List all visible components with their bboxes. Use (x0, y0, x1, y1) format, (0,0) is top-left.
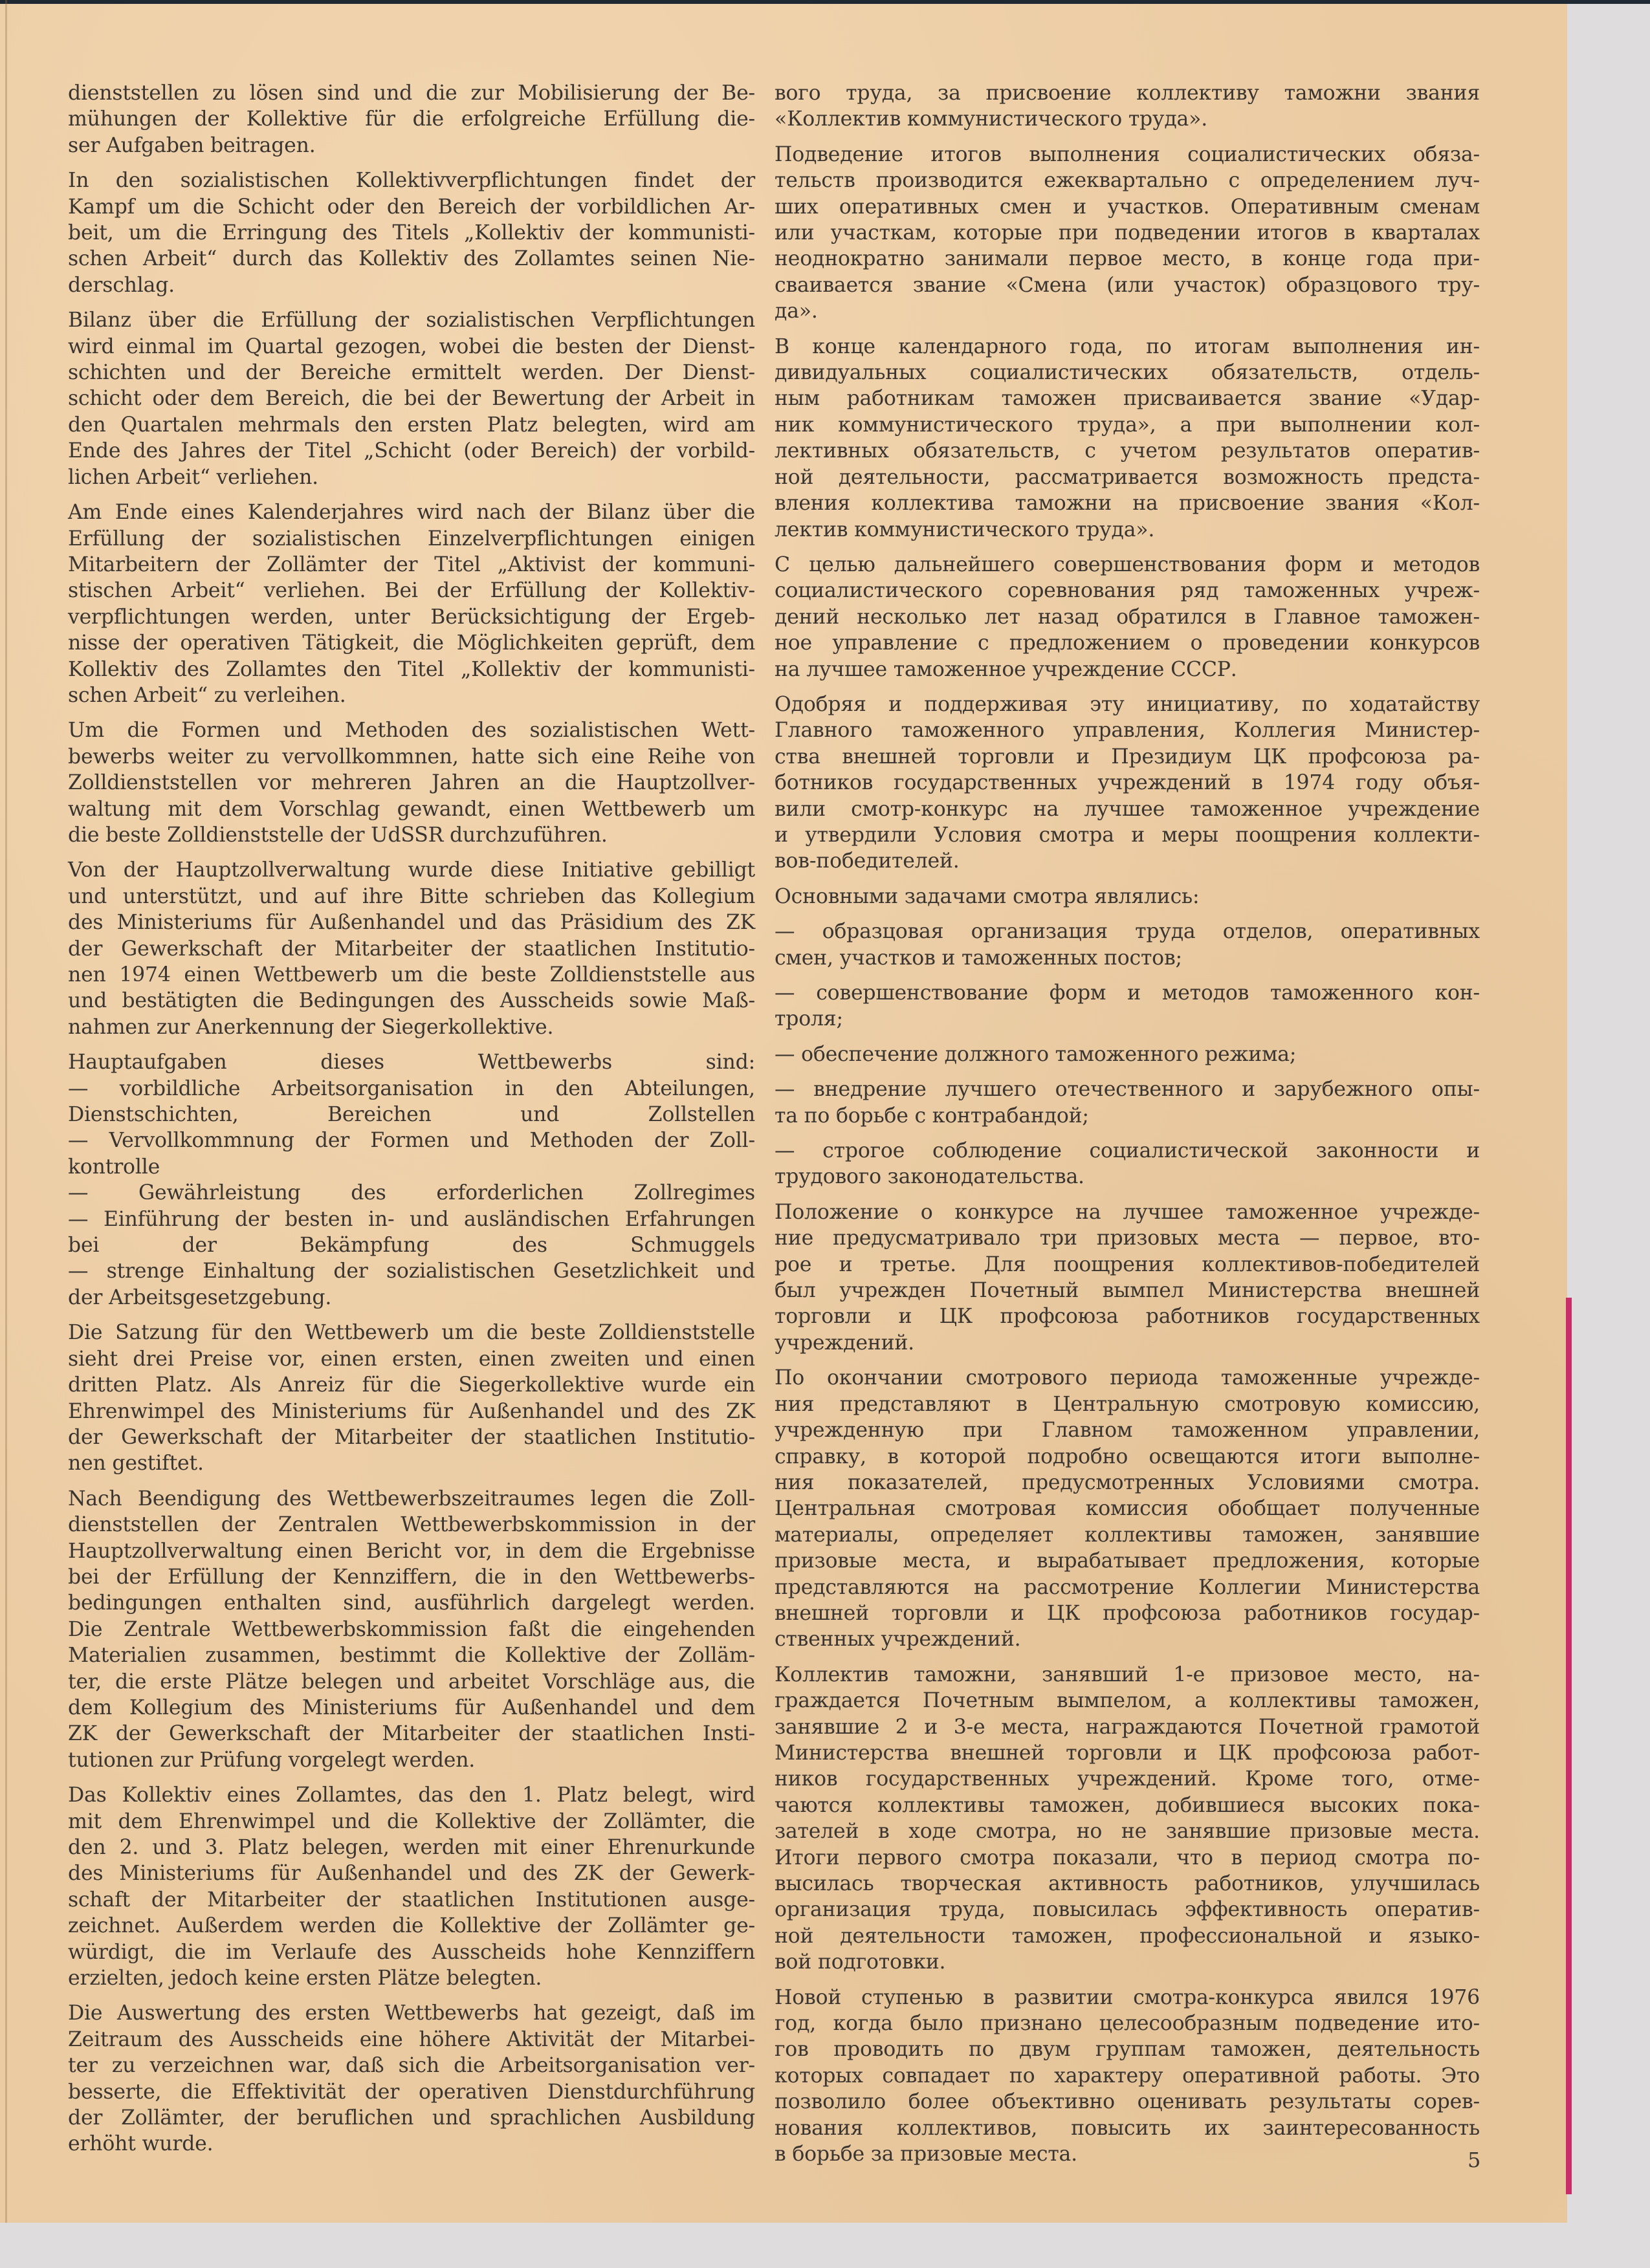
text-line: вления коллектива таможни на присвоение звания «Кол- (775, 492, 1480, 516)
text-line: Am Ende eines Kalenderjahres wird nach der Bilanz über die (68, 501, 755, 525)
text-line: ter, die erste Plätze belegen und arbeitet Vorschläge aus, die (68, 1670, 755, 1694)
text-line: nahmen zur Anerkennung der Siegerkollektive. (68, 1015, 554, 1039)
paragraph (68, 168, 755, 298)
paragraph (68, 2000, 755, 2157)
paragraph (775, 1985, 1480, 2168)
text-line: зателей в ходе смотра, но не занявшие призовые места. (775, 1820, 1480, 1844)
text-line: Von der Hauptzollverwaltung wurde diese Initiative gebilligt (68, 858, 755, 882)
text-line: справку, в которой подробно освещаются итоги выполне- (775, 1445, 1480, 1468)
page-number: 5 (1468, 2148, 1481, 2172)
text-line: tutionen zur Prüfung vorgelegt werden. (68, 1748, 476, 1772)
text-line: ства внешней торговли и Президиум ЦК профсоюза ра- (775, 745, 1480, 769)
text-line: нования коллективов, повысить их заинтересованность (775, 2116, 1480, 2140)
text-line: mit dem Ehrenwimpel und die Kollektive der Zollämter, die (68, 1809, 755, 1833)
text-line: dienststellen der Zentralen Wettbewerbskommission in der (68, 1513, 755, 1537)
text-line: высилась творческая активность работников, улучшилась (775, 1872, 1480, 1895)
text-line: В конце календарного года, по итогам выполнения ин- (775, 334, 1480, 358)
text-line: schen Arbeit“ zu verleihen. (68, 683, 346, 707)
text-line: dritten Platz. Als Anreiz für die Siegerkollektive wurde ein (68, 1373, 755, 1397)
text-line: Erfüllung der sozialistischen Einzelverpflichtungen einigen (68, 527, 755, 551)
text-line: представляются на рассмотрение Коллегии Министерства (775, 1575, 1480, 1599)
text-line: ник коммунистического труда», а при выполнении кол- (775, 413, 1480, 437)
text-line: — Einführung der besten in- und ausländischen Erfahrungen (68, 1207, 755, 1231)
text-line: учрежденную при Главном таможенном управлении, (775, 1419, 1480, 1443)
text-line: der Zollämter, der beruflichen und sprachlichen Ausbildung (68, 2106, 755, 2130)
text-line: beit, um die Erringung des Titels „Kollektiv der kommunisti- (68, 221, 755, 245)
text-line: der Arbeitsgesetzgebung. (68, 1285, 332, 1309)
text-line: учреждений. (775, 1331, 914, 1355)
text-line: waltung mit dem Vorschlag gewandt, einen Wettbewerb um (68, 797, 755, 821)
text-line: дивидуальных социалистических обязательств, отдель- (775, 361, 1480, 385)
text-line: ной деятельности, рассматривается возможность предста- (775, 465, 1480, 489)
text-line: bei der Bekämpfung des Schmuggels (68, 1234, 755, 1258)
text-line: verpflichtungen werden, unter Berücksichtigung der Ergeb- (68, 605, 755, 629)
text-line: чаются коллективы таможен, добившиеся высоких пока- (775, 1793, 1480, 1817)
text-line: ter zu verzeichnen war, daß sich die Arbeitsorganisation ver- (68, 2054, 755, 2078)
text-line: besserte, die Effektivität der operativen Dienstdurchführung (68, 2080, 755, 2104)
text-line: вили смотр-конкурс на лучшее таможенное учреждение (775, 797, 1480, 821)
paragraph (775, 1662, 1480, 1976)
text-line: которых совпадает по характеру оперативной работы. Это (775, 2064, 1480, 2088)
paragraph (68, 1486, 755, 1773)
paragraph (775, 80, 1480, 133)
text-line: на лучшее таможенное учреждение СССР. (775, 657, 1237, 681)
text-line: — строгое соблюдение социалистической законности и (775, 1139, 1480, 1163)
text-line: дений несколько лет назад обратился в Главное таможен- (775, 605, 1480, 629)
text-line: derschlag. (68, 273, 175, 297)
paragraph (775, 1041, 1480, 1067)
text-line: Одобряя и поддерживая эту инициативу, по ходатайству (775, 692, 1480, 716)
text-line: Hauptzollverwaltung einen Bericht vor, in dem die Ergebnisse (68, 1539, 755, 1563)
text-line: die beste Zolldienststelle der UdSSR durchzuführen. (68, 823, 608, 847)
text-line: Ehrenwimpel des Ministeriums für Außenhandel und des ZK (68, 1399, 755, 1423)
text-line: lichen Arbeit“ verliehen. (68, 465, 318, 489)
paragraph (775, 1138, 1480, 1190)
text-line: schichten und der Bereiche ermittelt werden. Der Dienst- (68, 361, 755, 385)
text-line: Итоги первого смотра показали, что в период смотра по- (775, 1846, 1480, 1870)
text-line: Dienstschichten, Bereichen und Zollstellen (68, 1103, 755, 1127)
text-line: ния показателей, предусмотренных Условиями смотра. (775, 1470, 1480, 1494)
text-line: In den sozialistischen Kollektivverpflichtungen findet der (68, 169, 755, 193)
paragraph (775, 1365, 1480, 1652)
text-line: — Gewährleistung des erforderlichen Zollregimes (68, 1181, 755, 1205)
text-line: ников государственных учреждений. Кроме того, отме- (775, 1767, 1480, 1791)
text-line: Новой ступенью в развитии смотра-конкурса явился 1976 (775, 1985, 1480, 2009)
text-line: der Gewerkschaft der Mitarbeiter der staatlichen Institutio- (68, 937, 755, 961)
text-line: Kollektiv des Zollamtes den Titel „Kollektiv der kommunisti- (68, 657, 755, 681)
text-line: позволило более объективно оценивать результаты сорев- (775, 2090, 1480, 2114)
text-line: «Коллектив коммунистического труда». (775, 107, 1208, 131)
paragraph (775, 980, 1480, 1032)
text-line: ным работникам таможен присваивается звание «Удар- (775, 387, 1480, 411)
text-line: der Gewerkschaft der Mitarbeiter der staatlichen Institutio- (68, 1425, 755, 1449)
text-line: троля; (775, 1007, 843, 1031)
text-line: sieht drei Preise vor, einen ersten, einen zweiten und einen (68, 1347, 755, 1371)
text-line: bewerbs weiter zu vervollkommnen, hatte sich eine Reihe von (68, 745, 755, 769)
text-line: mühungen der Kollektive für die erfolgreiche Erfüllung die- (68, 107, 755, 131)
text-line: и утвердили Условия смотра и меры поощрения коллекти- (775, 823, 1480, 847)
text-line: bei der Erfüllung der Kennziffern, die in den Wettbewerbs- (68, 1565, 755, 1589)
text-line: Zolldienststellen vor mehreren Jahren an die Hauptzollver- (68, 771, 755, 795)
text-line: schen Arbeit“ durch das Kollektiv des Zollamtes seinen Nie- (68, 247, 755, 271)
text-line: des Ministeriums für Außenhandel und des ZK der Gewerk- (68, 1862, 755, 1886)
text-line: nen 1974 einen Wettbewerb um die beste Zolldienststelle aus (68, 963, 755, 987)
text-line: Центральная смотровая комиссия обобщает полученные (775, 1497, 1480, 1521)
text-line: würdigt, die im Verlaufe des Ausscheids hohe Kennziffern (68, 1940, 755, 1964)
text-line: ния представляют в Центральную смотровую комиссию, (775, 1392, 1480, 1416)
text-line: schicht oder dem Bereich, die bei der Bewertung der Arbeit in (68, 387, 755, 411)
scanner-top-border (0, 0, 1650, 4)
text-line: ботников государственных учреждений в 1974 году объя- (775, 771, 1480, 795)
text-line: zeichnet. Außerdem werden die Kollektive der Zollämter ge- (68, 1914, 755, 1938)
text-line: des Ministeriums für Außenhandel und das Präsidium des ZK (68, 911, 755, 935)
text-line: stischen Arbeit“ verliehen. Bei der Erfüllung der Kollektiv- (68, 579, 755, 603)
text-line: Die Satzung für den Wettbewerb um die beste Zolldienststelle (68, 1321, 755, 1345)
paragraph (68, 717, 755, 848)
text-line: в борьбе за призовые места. (775, 2143, 1077, 2166)
german-text-column (68, 80, 755, 2166)
text-line: вов-победителей. (775, 849, 960, 873)
text-line: ной деятельности таможен, профессиональной и языко- (775, 1924, 1480, 1948)
text-line: социалистического соревнования ряд таможенных учреж- (775, 579, 1480, 603)
text-line: ние предусматривало три призовых места — первое, вто- (775, 1227, 1480, 1250)
text-line: Основными задачами смотра являлись: (775, 884, 1200, 908)
text-line: schaft der Mitarbeiter der staatlichen Institutionen ausge- (68, 1888, 755, 1912)
text-line: und unterstützt, und auf ihre Bitte schrieben das Kollegium (68, 884, 755, 908)
text-line: С целью дальнейшего совершенствования форм и методов (775, 552, 1480, 576)
text-line: Bilanz über die Erfüllung der sozialistischen Verpflichtungen (68, 309, 755, 333)
text-line: был учрежден Почетный вымпел Министерства внешней (775, 1279, 1480, 1303)
text-line: гов проводить по двум группам таможен, деятельность (775, 2038, 1480, 2062)
paragraph (775, 884, 1480, 910)
text-line: трудового законодательства. (775, 1165, 1084, 1189)
text-line: неоднократно занимали первое место, в конце года при- (775, 247, 1480, 271)
text-line: тельств производится ежеквартально с определением луч- (775, 169, 1480, 193)
text-line: Подведение итогов выполнения социалистических обяза- (775, 142, 1480, 166)
text-line: Ende des Jahres der Titel „Schicht (oder Bereich) der vorbild- (68, 439, 755, 463)
paragraph (68, 857, 755, 1040)
text-line: kontrolle (68, 1155, 160, 1179)
text-line: Kampf um die Schicht oder den Bereich der vorbildlichen Ar- (68, 195, 755, 219)
text-line: да». (775, 300, 818, 323)
text-line: ственных учреждений. (775, 1628, 1021, 1652)
text-line: Положение о конкурсе на лучшее таможенное учрежде- (775, 1200, 1480, 1224)
text-line: Министерства внешней торговли и ЦК профсоюза работ- (775, 1741, 1480, 1765)
text-line: Die Zentrale Wettbewerbskommission faßt die eingehenden (68, 1617, 755, 1641)
text-line: граждается Почетным вымпелом, а коллективы таможен, (775, 1689, 1480, 1713)
paragraph (68, 499, 755, 708)
paragraph (68, 1320, 755, 1476)
text-line: рое и третье. Для поощрения коллективов-победителей (775, 1252, 1480, 1276)
text-line: erzielten, jedoch keine ersten Plätze belegten. (68, 1967, 542, 1990)
text-line: ших оперативных смен и участков. Оперативным сменам (775, 195, 1480, 219)
text-line: По окончании смотрового периода таможенные учрежде- (775, 1366, 1480, 1390)
paragraph (775, 692, 1480, 875)
text-line: erhöht wurde. (68, 2132, 214, 2156)
text-line: Das Kollektiv eines Zollamtes, das den 1. Platz belegt, wird (68, 1783, 755, 1807)
text-line: Materialien zusammen, bestimmt die Kollektive der Zolläm- (68, 1644, 755, 1668)
text-line: — strenge Einhaltung der sozialistischen Gesetzlichkeit und (68, 1259, 755, 1283)
text-line: ZK der Gewerkschaft der Mitarbeiter der staatlichen Insti- (68, 1722, 755, 1746)
cover-edge-strip (1566, 1298, 1572, 2194)
text-line: Главного таможенного управления, Коллегия Министер- (775, 719, 1480, 743)
text-line: Die Auswertung des ersten Wettbewerbs hat gezeigt, daß im (68, 2001, 755, 2025)
text-line: den 2. und 3. Platz belegen, werden mit einer Ehrenurkunde (68, 1836, 755, 1859)
text-line: Коллектив таможни, занявший 1-е призовое место, на- (775, 1663, 1480, 1686)
text-line: лективных обязательств, с учетом результатов оператив- (775, 439, 1480, 463)
text-line: Mitarbeitern der Zollämter der Titel „Aktivist der kommuni- (68, 552, 755, 576)
text-line: — обеспечение должного таможенного режима; (775, 1042, 1297, 1066)
page-fold-line (5, 0, 7, 2223)
paragraph (775, 142, 1480, 325)
text-line: — совершенствование форм и методов таможенного кон- (775, 981, 1480, 1005)
text-line: dem Kollegium des Ministeriums für Außenhandel und dem (68, 1696, 755, 1719)
text-line: внешней торговли и ЦК профсоюза работников государ- (775, 1601, 1480, 1625)
text-line: торговли и ЦК профсоюза работников государственных (775, 1305, 1480, 1329)
text-line: Zeitraum des Ausscheids eine höhere Aktivität der Mitarbei- (68, 2027, 755, 2051)
text-line: Hauptaufgaben dieses Wettbewerbs sind: (68, 1051, 755, 1074)
text-line: лектив коммунистического труда». (775, 518, 1155, 541)
paragraph (68, 1782, 755, 1991)
text-line: занявшие 2 и 3-е места, награждаются Почетной грамотой (775, 1715, 1480, 1739)
text-line: ser Aufgaben beitragen. (68, 133, 316, 157)
text-line: вой подготовки. (775, 1950, 946, 1974)
paragraph (775, 552, 1480, 682)
text-line: год, когда было признано целесообразным подведение ито- (775, 2012, 1480, 2036)
text-line: та по борьбе с контрабандой; (775, 1104, 1089, 1128)
text-line: wird einmal im Quartal gezogen, wobei die besten der Dienst- (68, 334, 755, 358)
text-line: dienststellen zu lösen sind und die zur Mobilisierung der Be- (68, 82, 755, 105)
text-line: или участкам, которые при подведении итогов в кварталах (775, 221, 1480, 245)
paragraph (775, 334, 1480, 543)
text-line: смен, участков и таможенных постов; (775, 946, 1182, 970)
paragraph (68, 307, 755, 490)
text-line: nen gestiftet. (68, 1452, 204, 1476)
text-line: den Quartalen mehrmals den ersten Platz belegten, wird am (68, 413, 755, 437)
text-line: Um die Formen und Methoden des sozialistischen Wett- (68, 719, 755, 743)
paragraph (775, 1199, 1480, 1356)
text-line: bedingungen enthalten sind, ausführlich dargelegt werden. (68, 1591, 755, 1615)
paragraph (775, 1076, 1480, 1129)
text-line: — образцовая организация труда отделов, оперативных (775, 920, 1480, 944)
text-line: сваивается звание «Смена (или участок) образцового тру- (775, 273, 1480, 297)
text-line: — внедрение лучшего отечественного и зарубежного опы- (775, 1078, 1480, 1102)
text-line: вого труда, за присвоение коллективу таможни звания (775, 82, 1480, 105)
text-line: Nach Beendigung des Wettbewerbszeitraumes legen die Zoll- (68, 1487, 755, 1510)
text-line: призовые места, и вырабатывает предложения, которые (775, 1549, 1480, 1573)
paragraph (68, 1049, 755, 1311)
text-line: ное управление с предложением о проведении конкурсов (775, 631, 1480, 655)
text-line: nisse der operativen Tätigkeit, die Möglichkeiten geprüft, dem (68, 631, 755, 655)
paragraph (68, 80, 755, 158)
paragraph (775, 919, 1480, 971)
text-line: — Vervollkommnung der Formen und Methoden der Zoll- (68, 1129, 755, 1153)
text-line: und bestätigten die Bedingungen des Ausscheids sowie Maß- (68, 989, 755, 1013)
text-line: организация труда, повысилась эффективность оператив- (775, 1898, 1480, 1922)
text-line: — vorbildliche Arbeitsorganisation in den Abteilungen, (68, 1076, 755, 1100)
text-line: материалы, определяет коллективы таможен, занявшие (775, 1523, 1480, 1547)
russian-text-column (775, 80, 1480, 2176)
